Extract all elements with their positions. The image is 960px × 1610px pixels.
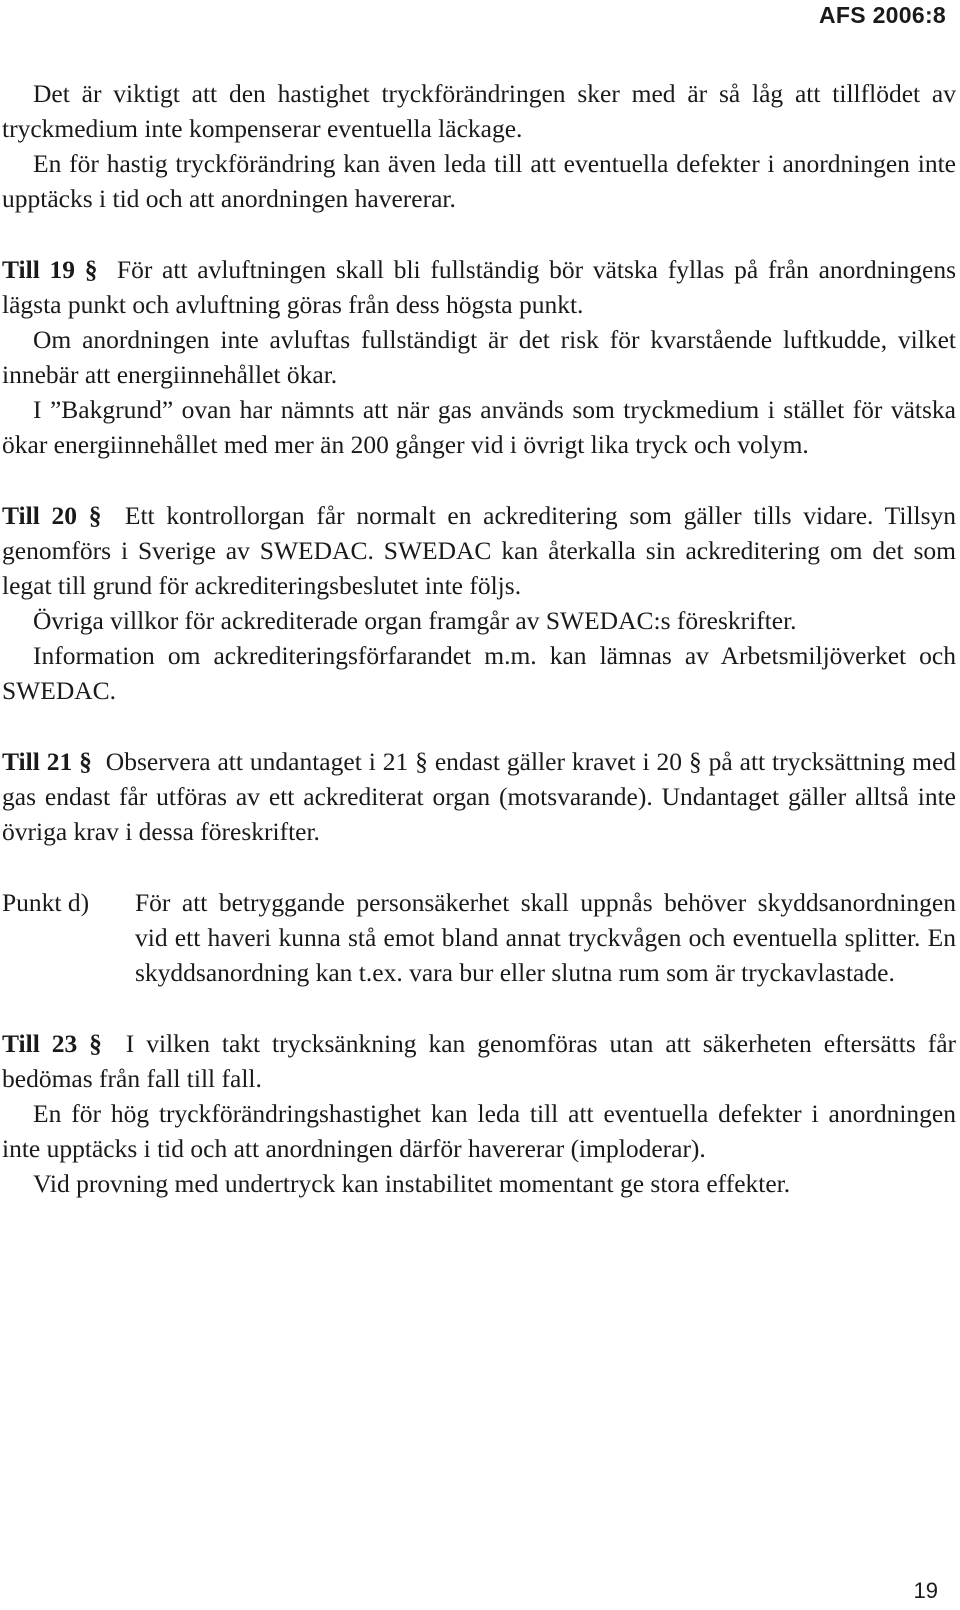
intro-paragraph-2: En för hastig tryckförändring kan även leda till att eventuella defekter i anordningen inte upptäcks i tid och att anordningen havererar. (2, 149, 956, 213)
page-number: 19 (913, 1578, 938, 1603)
till19-paragraph-2: Om anordningen inte avluftas fullständigt är det risk för kvarstående luftkudde, vilket innebär att energiinnehållet ökar. (2, 325, 956, 389)
till23-paragraph-2: En för hög tryckförändringshastighet kan leda till att eventuella defekter i anordningen inte upptäcks i tid och att anordningen därför havererar (imploderar). (2, 1099, 956, 1163)
document-id-header: AFS 2006:8 (818, 2, 946, 28)
till19-label: Till 19 § (2, 255, 98, 284)
punkt-d-label: Punkt d) (2, 888, 90, 917)
page-body (2, 76, 956, 1201)
till19-paragraph-3: I ”Bakgrund” ovan har nämnts att när gas används som tryckmedium i stället för vätska ökar energiinnehållet med mer än 200 gånger vid i övrigt lika tryck och volym. (2, 395, 956, 459)
punkt-d-text: För att betryggande personsäkerhet skall uppnås behöver skyddsanordningen vid ett haveri kunna stå emot bland annat tryckvågen och eventuella splitter. En skyddsanordning kan t.ex. vara bur eller slutna rum som är tryckavlastade. (135, 888, 956, 987)
till20-paragraph-1 (2, 498, 956, 603)
till20-paragraph-3: Information om ackrediteringsförfarandet m.m. kan lämnas av Arbetsmiljöverket och SWEDAC. (2, 641, 956, 705)
till23-paragraph-3: Vid provning med undertryck kan instabilitet momentant ge stora effekter. (33, 1169, 791, 1198)
till23-paragraph-1 (2, 1026, 956, 1096)
till23-label: Till 23 § (2, 1029, 102, 1058)
till23-text-1: I vilken takt trycksänkning kan genomföras utan att säkerheten eftersätts får bedömas från fall till fall. (2, 1029, 957, 1093)
till20-text-1: Ett kontrollorgan får normalt en ackreditering som gäller tills vidare. Tillsyn genomförs i Sverige av SWEDAC. SWEDAC kan återkalla sin ackreditering om det som legat till grund för ackrediteringsbeslutet inte följs. (2, 501, 956, 600)
till20-label: Till 20 § (2, 501, 102, 530)
till21-label: Till 21 § (2, 747, 92, 776)
intro-paragraph-1: Det är viktigt att den hastighet tryckförändringen sker med är så låg att tillflödet av tryckmedium inte kompenserar eventuella läckage. (2, 79, 956, 143)
till19-text-1: För att avluftningen skall bli fullständig bör vätska fyllas på från anordningens lägsta punkt och avluftning göras från dess högsta punkt. (2, 255, 957, 319)
till19-paragraph-1 (2, 252, 956, 322)
till21-text-1: Observera att undantaget i 21 § endast gäller kravet i 20 § på att trycksättning med gas endast får utföras av ett ackrediterat organ (motsvarande). Undantaget gäller alltså inte övriga krav i dessa föreskrifter. (2, 747, 957, 846)
till20-paragraph-2: Övriga villkor för ackrediterade organ framgår av SWEDAC:s föreskrifter. (33, 606, 797, 635)
punkt-d-block (2, 885, 956, 990)
till21-paragraph-1 (2, 744, 956, 849)
